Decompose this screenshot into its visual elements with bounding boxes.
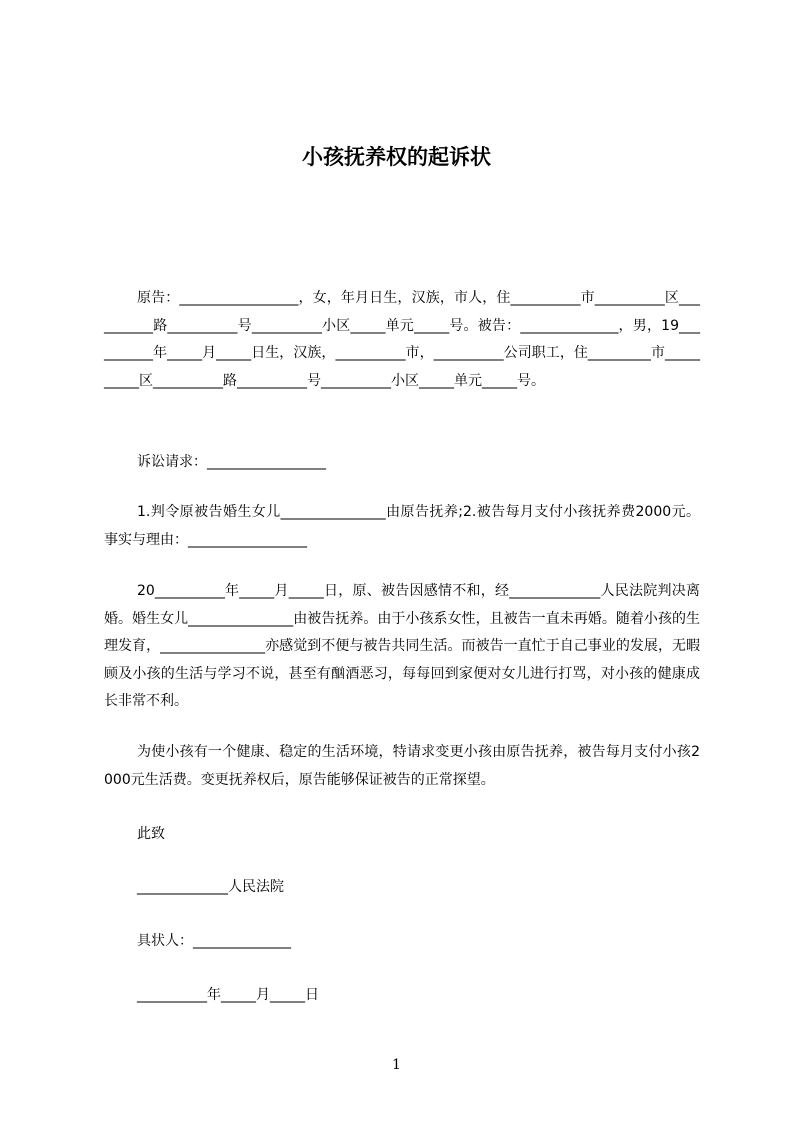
- reason-paragraph: 为使小孩有一个健康、稳定的生活环境，特请求变更小孩由原告抚养，被告每月支付小孩2000元生活费。变更抚养权后，原告能够保证被告的正常探望。: [104, 744, 700, 788]
- facts-paragraph: 20__________年_____月_____日，原、被告因感情不和，经_____________人民法院判决离婚。婚生女儿_______________由被告抚养。由于小孩系女性，且被告一直未再婚。随着小孩的生理发育，_______________亦感觉到不便与被告共同生活。而被告一直忙于自己事业的发展，无暇顾及小孩的生活与学习不说，甚至有酗酒恶习，每每回到家便对女儿进行打骂，对小孩的健康成长非常不利。: [104, 583, 700, 709]
- plaintiff-paragraph: 原告：_________________，女，年月日生，汉族，市人，住__________市__________区__________路__________号__________小区_____单元_____号。被告：______________，男，19__________年_____月_____日生，汉族，__________市，__________公司职工，住_________市__________区__________路__________号__________小区_____单元_____号。: [104, 290, 700, 389]
- date-line: __________年_____月_____日: [137, 987, 319, 1003]
- page-title: 小孩抚养权的起诉状: [302, 145, 491, 169]
- salutation-line: 此致: [137, 826, 165, 842]
- claim-line: 诉讼请求：_________________: [137, 454, 326, 470]
- signer-line: 具状人：______________: [137, 933, 291, 949]
- court-line: _____________人民法院: [137, 879, 284, 895]
- requests-paragraph: 1.判令原被告婚生女儿_______________由原告抚养;2.被告每月支付小孩抚养费2000元。事实与理由：_________________: [104, 504, 700, 548]
- page-number: 1: [392, 1057, 401, 1073]
